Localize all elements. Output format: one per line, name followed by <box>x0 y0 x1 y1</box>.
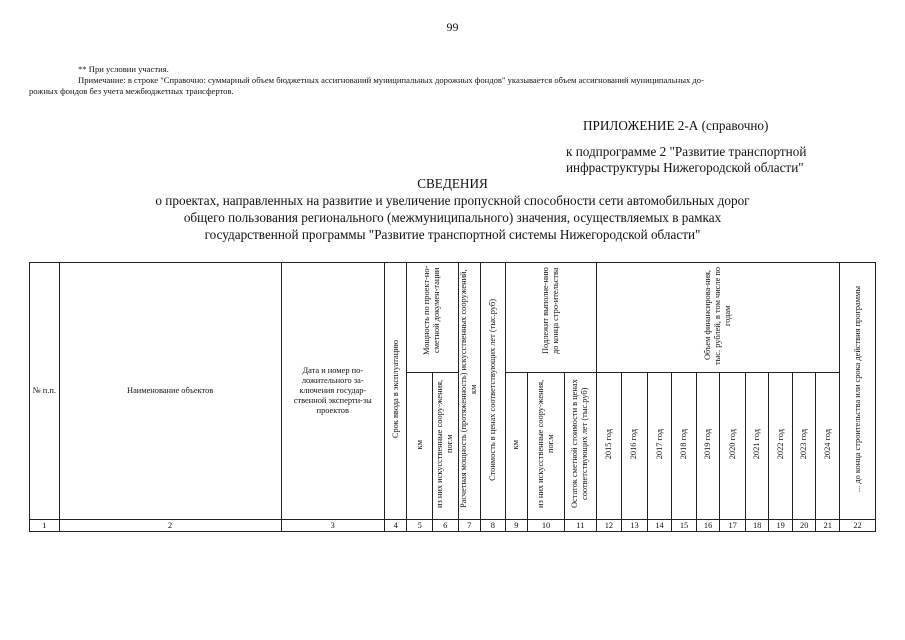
description-line-3: государственной программы "Развитие транспортной системы Нижегородской области" <box>204 227 701 242</box>
header-object-name: Наименование объектов <box>59 263 281 520</box>
header-capacity-group: Мощность по проект-но-сметной докумен-тации <box>407 263 458 373</box>
column-number: 12 <box>596 520 622 532</box>
note-line-1: Примечание: в строке "Справочно: суммарный объем бюджетных ассигнований муниципальных дорожных фондов" указывается объем ассигнований муниципальных до- <box>78 75 704 85</box>
description-line-2: общего пользования регионального (межмуниципального) значения, осуществляемых в рамках <box>183 210 722 225</box>
header-year: 2018 год <box>672 373 697 520</box>
column-number: 19 <box>769 520 793 532</box>
header-until-end: ... до конца строительства или срока действия программы <box>840 263 876 520</box>
header-year: 2020 год <box>720 373 746 520</box>
document-title: СВЕДЕНИЯ <box>417 176 488 191</box>
header-year: 2023 год <box>792 373 816 520</box>
column-number: 18 <box>745 520 769 532</box>
header-km: км <box>407 373 433 520</box>
column-number: 4 <box>384 520 407 532</box>
column-number: 3 <box>281 520 384 532</box>
column-number-row <box>30 520 876 532</box>
column-number: 2 <box>59 520 281 532</box>
column-number: 17 <box>720 520 746 532</box>
projects-table <box>29 262 876 532</box>
header-number: № п.п. <box>30 263 60 520</box>
column-number: 11 <box>564 520 596 532</box>
column-number: 10 <box>528 520 565 532</box>
header-remaining-group: Подлежит выполне-нию до конца стро-ительства <box>505 263 596 373</box>
header-year: 2017 год <box>647 373 672 520</box>
column-number: 22 <box>840 520 876 532</box>
header-calc-capacity: Расчетная мощность (протяженность) искусственных сооружений, км <box>458 263 481 520</box>
header-structures-remaining: из них искусственные соору-жения, пог.м <box>528 373 565 520</box>
column-number: 9 <box>505 520 528 532</box>
column-number: 14 <box>647 520 672 532</box>
column-number: 8 <box>481 520 506 532</box>
appendix-title: ПРИЛОЖЕНИЕ 2-А (справочно) <box>583 118 769 133</box>
subprogram-line-1: к подпрограмме 2 "Развитие транспортной <box>566 144 807 159</box>
column-number: 13 <box>622 520 648 532</box>
header-year: 2016 год <box>622 373 648 520</box>
footnote: ** При условии участия. <box>78 64 169 74</box>
column-number: 21 <box>816 520 840 532</box>
description-line-1: о проектах, направленных на развитие и увеличение пропускной способности сети автомобильных дорог <box>155 193 750 208</box>
header-year: 2024 год <box>816 373 840 520</box>
header-balance: Остаток сметной стоимости в ценах соответствующих лет (тыс.руб) <box>564 373 596 520</box>
header-structures: из них искусственные соору-жения, пог.м <box>432 373 458 520</box>
page-number: 99 <box>446 20 459 34</box>
header-year: 2021 год <box>745 373 769 520</box>
header-deadline: Срок ввода в эксплуатацию <box>384 263 407 520</box>
column-number: 15 <box>672 520 697 532</box>
header-year: 2019 год <box>696 373 720 520</box>
header-km-remaining: км <box>505 373 528 520</box>
header-cost: Стоимость в ценах соответствующих лет (тыс.руб) <box>481 263 506 520</box>
header-year: 2015 год <box>596 373 622 520</box>
column-number: 5 <box>407 520 433 532</box>
column-number: 1 <box>30 520 60 532</box>
note-line-2: рожных фондов без учета межбюджетных трансфертов. <box>29 86 234 96</box>
header-expertise: Дата и номер по-ложительного за-ключения государ-ственной эксперти-зы проектов <box>281 263 384 520</box>
header-year: 2022 год <box>769 373 793 520</box>
header-funding-group: Объем финансирова-ния, тыс. рублей, в том числе по годам <box>596 263 839 373</box>
subprogram-line-2: инфраструктуры Нижегородской области" <box>566 160 804 175</box>
column-number: 20 <box>792 520 816 532</box>
column-number: 7 <box>458 520 481 532</box>
column-number: 16 <box>696 520 720 532</box>
column-number: 6 <box>432 520 458 532</box>
